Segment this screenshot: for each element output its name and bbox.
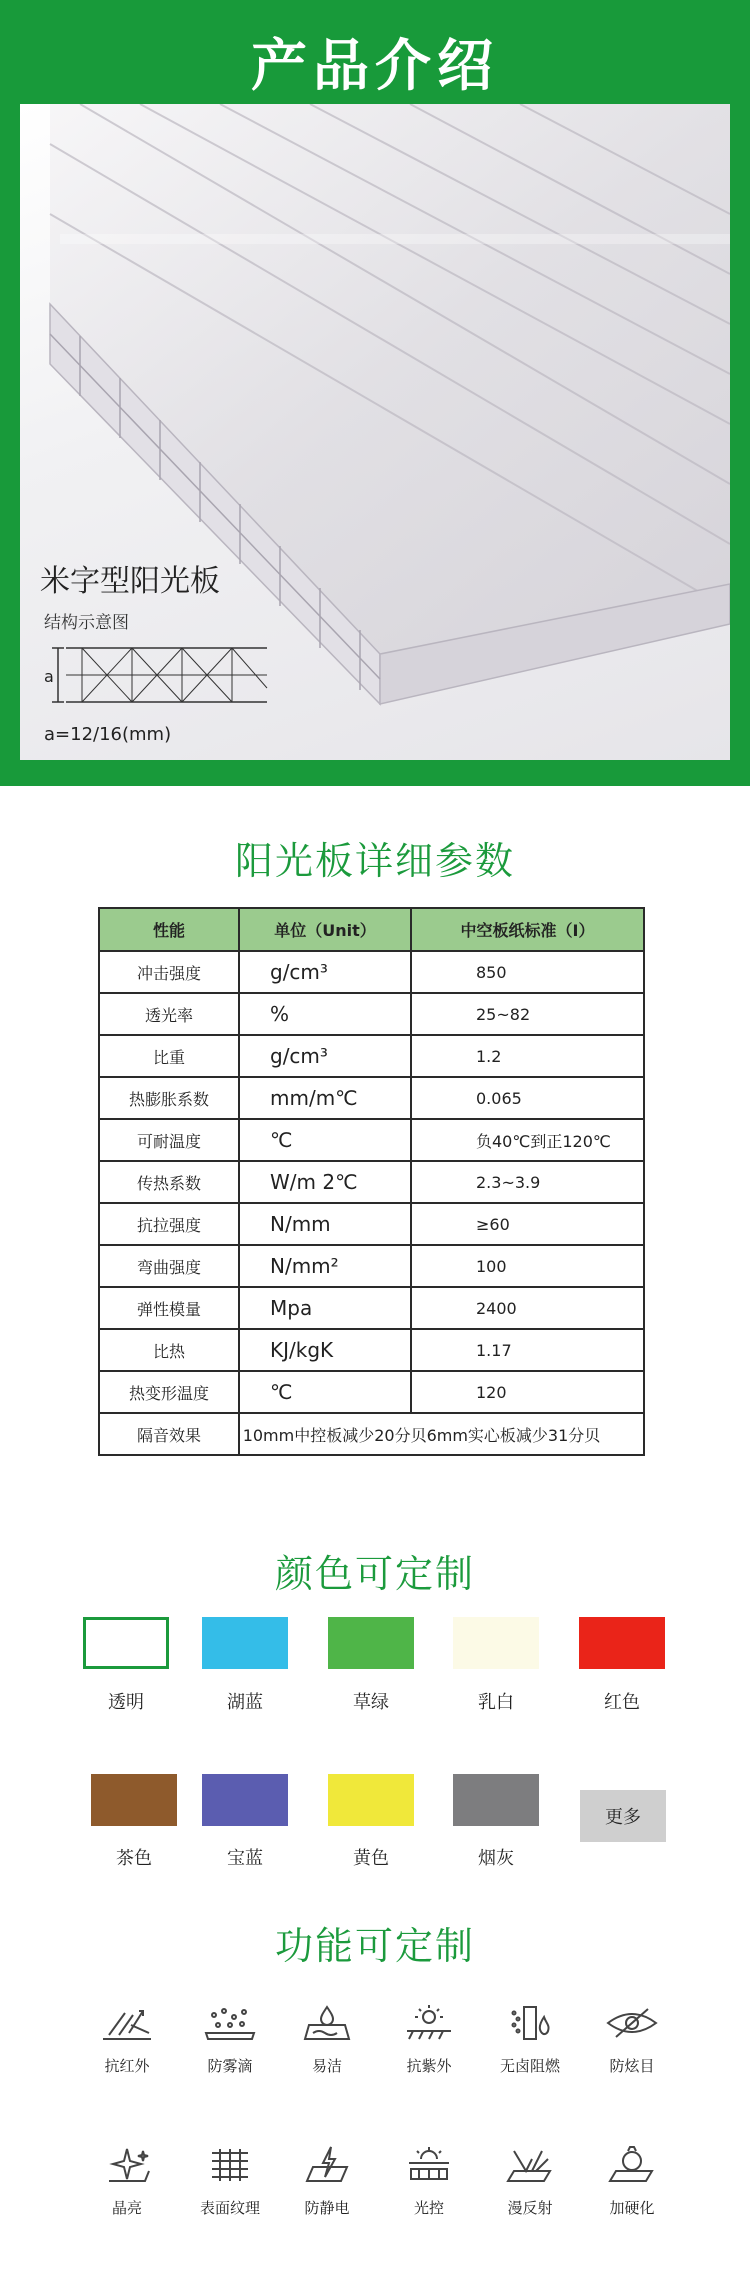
spec-value: 850 — [411, 951, 644, 993]
infrared-icon — [99, 2003, 155, 2043]
dimension-label: a — [44, 667, 54, 686]
feature-anti-infrared — [77, 2003, 177, 2076]
spec-unit: KJ/kgK — [239, 1329, 411, 1371]
color-label: 宝蓝 — [227, 1848, 263, 1869]
feature-hardened — [582, 2145, 682, 2218]
table-row — [99, 1161, 644, 1203]
table-row — [99, 1119, 644, 1161]
anti-static-icon — [299, 2145, 355, 2185]
feature-label: 无卤阻燃 — [499, 2057, 560, 2075]
spec-name: 传热系数 — [99, 1161, 239, 1203]
spec-unit: N/mm — [239, 1203, 411, 1245]
product-photo — [20, 104, 730, 760]
header-standard: 中空板纸标准（I） — [411, 908, 644, 951]
color-swatch-royal-blue[interactable] — [202, 1774, 288, 1826]
flame-retardant-icon — [502, 2003, 558, 2043]
feature-label: 表面纹理 — [199, 2199, 260, 2217]
feature-diffuse-reflection — [480, 2145, 580, 2218]
feature-anti-fog — [180, 2003, 280, 2076]
features-title: 功能可定制 — [274, 1924, 475, 1968]
spec-value: 1.2 — [411, 1035, 644, 1077]
color-label: 草绿 — [353, 1692, 389, 1713]
color-label: 茶色 — [116, 1848, 152, 1869]
spec-header-row — [99, 908, 644, 951]
spec-value: 100 — [411, 1245, 644, 1287]
feature-label: 加硬化 — [609, 2199, 655, 2217]
color-swatch-brown[interactable] — [91, 1774, 177, 1826]
specs-title: 阳光板详细参数 — [234, 839, 515, 883]
color-label: 湖蓝 — [227, 1692, 263, 1713]
anti-glare-icon — [604, 2003, 660, 2043]
spec-table — [98, 907, 645, 1456]
feature-label: 防炫目 — [609, 2057, 655, 2075]
spec-unit: mm/m℃ — [239, 1077, 411, 1119]
spec-name: 隔音效果 — [99, 1413, 239, 1455]
spec-name: 弯曲强度 — [99, 1245, 239, 1287]
spec-name: 冲击强度 — [99, 951, 239, 993]
page-title: 产品介绍 — [251, 34, 499, 99]
color-swatch-smoke-gray[interactable] — [453, 1774, 539, 1826]
feature-anti-glare — [582, 2003, 682, 2076]
feature-label: 防静电 — [304, 2199, 350, 2217]
spec-name: 弹性模量 — [99, 1287, 239, 1329]
color-label: 透明 — [108, 1692, 144, 1713]
anti-fog-icon — [202, 2003, 258, 2043]
spec-value: 2400 — [411, 1287, 644, 1329]
spec-unit: g/cm³ — [239, 951, 411, 993]
more-colors-button[interactable]: 更多 — [580, 1790, 666, 1842]
diffuse-reflection-icon — [502, 2145, 558, 2185]
spec-unit: N/mm² — [239, 1245, 411, 1287]
color-swatch-yellow[interactable] — [328, 1774, 414, 1826]
feature-label: 易洁 — [311, 2057, 342, 2075]
spec-value: 0.065 — [411, 1077, 644, 1119]
easy-clean-icon — [299, 2003, 355, 2043]
feature-crystal-bright — [77, 2145, 177, 2218]
color-swatch-grass-green[interactable] — [328, 1617, 414, 1669]
spec-value: 负40℃到正120℃ — [411, 1119, 644, 1161]
table-row — [99, 1371, 644, 1413]
colors-title: 颜色可定制 — [274, 1552, 475, 1596]
spec-value: ≥60 — [411, 1203, 644, 1245]
feature-label: 抗红外 — [104, 2057, 150, 2075]
spec-value: 2.3~3.9 — [411, 1161, 644, 1203]
spec-unit: % — [239, 993, 411, 1035]
spec-name: 可耐温度 — [99, 1119, 239, 1161]
product-name: 米字型阳光板 — [40, 564, 220, 599]
color-swatch-red[interactable] — [579, 1617, 665, 1669]
sparkle-icon — [99, 2145, 155, 2185]
spec-unit: W/m 2℃ — [239, 1161, 411, 1203]
feature-flame-retardant — [480, 2003, 580, 2076]
table-row — [99, 993, 644, 1035]
feature-label: 漫反射 — [507, 2199, 553, 2217]
cross-section-diagram — [42, 640, 282, 710]
spec-value: 25~82 — [411, 993, 644, 1035]
color-swatch-lake-blue[interactable] — [202, 1617, 288, 1669]
texture-icon — [202, 2145, 258, 2185]
header-property: 性能 — [99, 908, 239, 951]
feature-label: 抗紫外 — [406, 2057, 452, 2075]
feature-surface-texture — [180, 2145, 280, 2218]
feature-label: 防雾滴 — [207, 2057, 253, 2075]
spec-unit: g/cm³ — [239, 1035, 411, 1077]
spec-unit: ℃ — [239, 1119, 411, 1161]
spec-value: 1.17 — [411, 1329, 644, 1371]
table-row — [99, 1035, 644, 1077]
color-swatch-milky-white[interactable] — [453, 1617, 539, 1669]
feature-light-control — [379, 2145, 479, 2218]
table-row — [99, 1077, 644, 1119]
table-row — [99, 1329, 644, 1371]
spec-name: 抗拉强度 — [99, 1203, 239, 1245]
color-swatch-transparent[interactable] — [83, 1617, 169, 1669]
spec-value: 10mm中控板减少20分贝6mm实心板减少31分贝 — [239, 1413, 644, 1455]
spec-unit: Mpa — [239, 1287, 411, 1329]
product-intro-banner — [0, 0, 750, 786]
spec-name: 热变形温度 — [99, 1371, 239, 1413]
spec-name: 热膨胀系数 — [99, 1077, 239, 1119]
color-label: 红色 — [604, 1692, 640, 1713]
hardened-icon — [604, 2145, 660, 2185]
feature-easy-clean — [277, 2003, 377, 2076]
spec-unit: ℃ — [239, 1371, 411, 1413]
spec-value: 120 — [411, 1371, 644, 1413]
color-label: 乳白 — [478, 1692, 514, 1713]
diagram-caption: 结构示意图 — [44, 613, 129, 633]
spec-name: 比重 — [99, 1035, 239, 1077]
color-label: 黄色 — [353, 1848, 389, 1869]
feature-label: 光控 — [413, 2199, 444, 2217]
feature-anti-static — [277, 2145, 377, 2218]
anti-uv-icon — [401, 2003, 457, 2043]
feature-anti-uv — [379, 2003, 479, 2076]
table-row — [99, 1203, 644, 1245]
table-row — [99, 1245, 644, 1287]
thickness-spec: a=12/16(mm) — [44, 724, 172, 745]
feature-label: 晶亮 — [111, 2199, 142, 2217]
spec-name: 比热 — [99, 1329, 239, 1371]
light-control-icon — [401, 2145, 457, 2185]
table-row — [99, 1287, 644, 1329]
header-unit: 单位（Unit） — [239, 908, 411, 951]
table-row — [99, 951, 644, 993]
spec-name: 透光率 — [99, 993, 239, 1035]
table-row — [99, 1413, 644, 1455]
color-label: 烟灰 — [478, 1848, 514, 1869]
